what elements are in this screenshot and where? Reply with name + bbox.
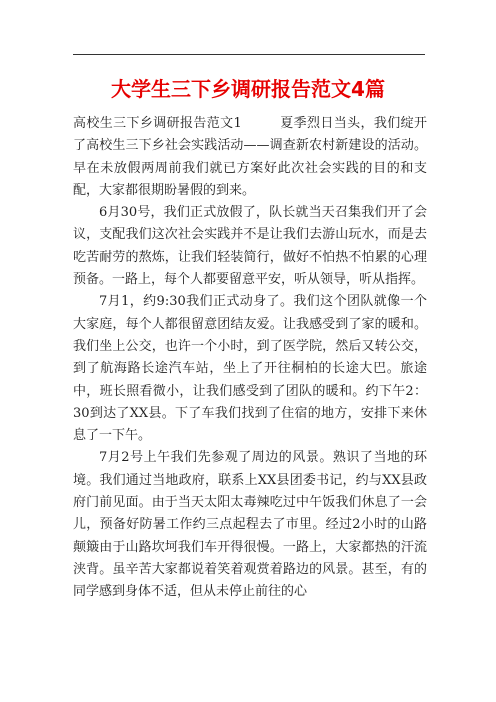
paragraph: 7月2号上午我们先参观了周边的风景。熟识了当地的环境。我们通过当地政府，联系上XX县团委书记，约与XX县政府门前见面。由于当天太阳太毒辣吃过中午饭我们休息了一会儿，预备好防暑工作约三点起程去了市里。经过2小时的山路颠簸由于山路坎坷我们车开得很慢。一路上，大家都热的汗流浃背。虽辛苦大家都说着笑着观赏着路边的风景。甚至，有的同学感到身体不适，但从未停止前往的心 [73,450,427,600]
intro-label: 高校生三下乡调研报告范文1 [73,116,242,131]
paragraph: 6月30号，我们正式放假了，队长就当天召集我们开了会议，支配我们这次社会实践并不是让我们去游山玩水，而是去吃苦耐劳的熬炼，让我们轻装简行，做好不怕热不怕累的心理预备。一路上，每个人都要留意平安，听从领导，听从指挥。 [73,205,427,288]
document-title: 大学生三下乡调研报告范文4篇 [111,77,385,101]
intro-paragraph [73,113,427,202]
paragraph: 7月1，约9:30我们正式动身了。我们这个团队就像一个大家庭，每个人都很留意团结友爱。让我感受到了家的暖和。我们坐上公交，也许一个小时，到了医学院，然后又转公交，到了航海路长途汽车站，坐上了开往桐柏的长途大巴。旅途中，班长照看微小，让我们感受到了团队的暖和。约下午2：30到达了XX县。下了车我们找到了住宿的地方，安排下来休息了一下午。 [73,294,427,444]
header-rule [73,54,425,55]
paragraph-text: 夏季烈日当头，我们绽开了高校生三下乡社会实践活动——调查新农村新建设的活动。早在未放假两周前我们就已方案好此次社会实践的目的和支配，大家都很期盼暑假的到来。 [73,116,427,198]
document-body [73,113,427,604]
